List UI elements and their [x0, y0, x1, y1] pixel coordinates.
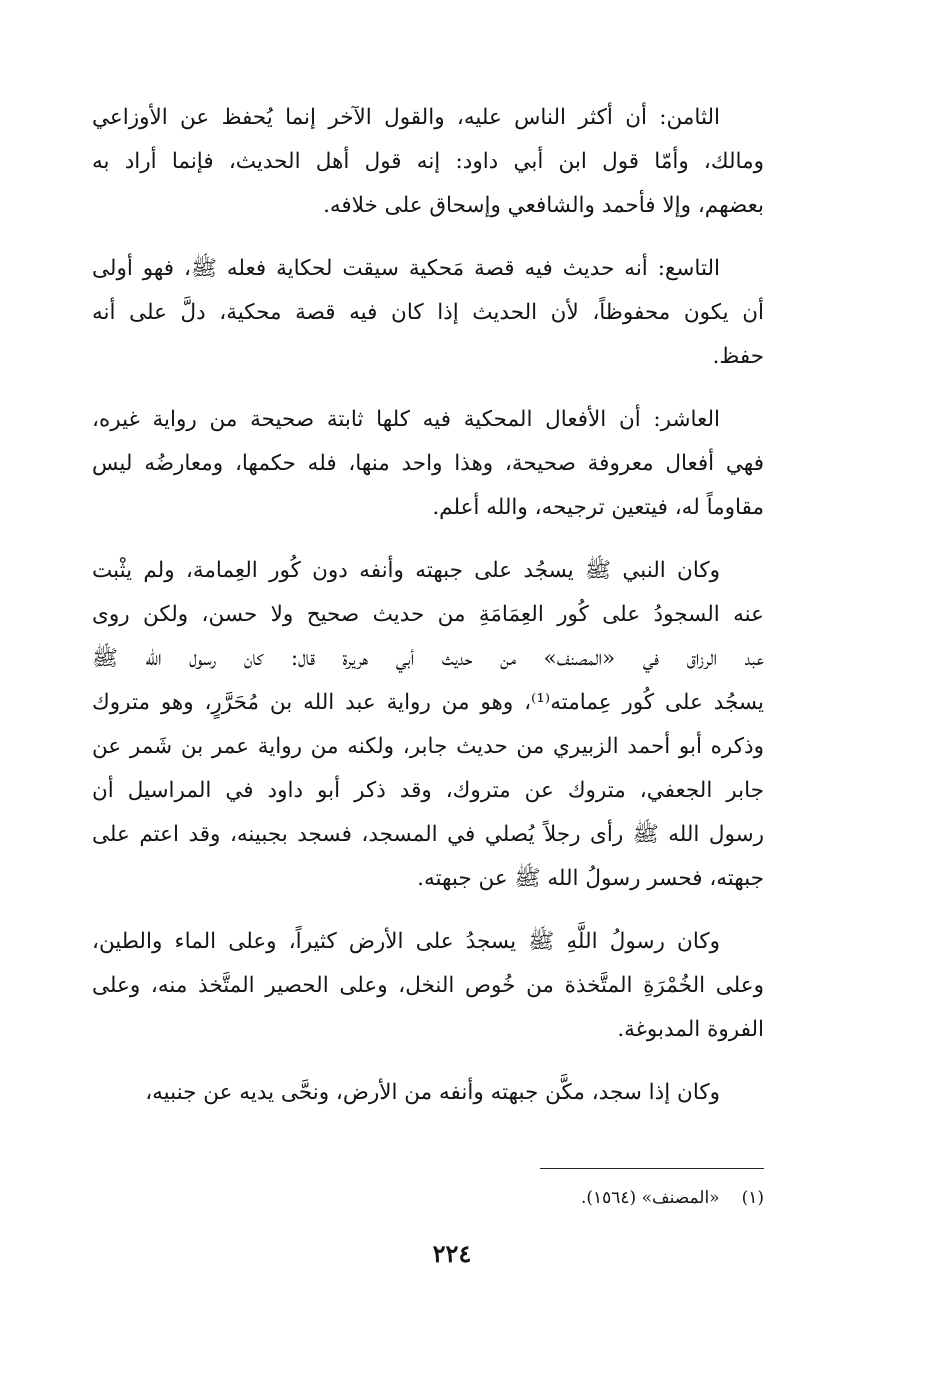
- page-number: ٢٢٤: [432, 1239, 472, 1268]
- paragraph-ninth: [92, 247, 764, 379]
- text-line: الفروة المدبوغة.: [617, 1017, 764, 1042]
- paragraph-eighth: [92, 96, 764, 228]
- text-line: رسول الله ﷺ رأى رجلاً يُصلي في المسجد، فسجد بجبينه، وقد اعتم على: [92, 822, 764, 847]
- paragraph-prostration-surfaces: [92, 920, 764, 1052]
- footnote-text: «المصنف» (١٥٦٤).: [580, 1188, 720, 1208]
- text-line: وكان رسولُ اللَّهِ ﷺ يسجدُ على الأرض كثيراً، وعلى الماء والطين،: [92, 929, 720, 954]
- text-line: الثامن: أن أكثر الناس عليه، والقول الآخر إنما يُحفظ عن الأوزاعي: [92, 105, 720, 130]
- footnote-separator: [540, 1168, 764, 1169]
- footnote-number: (١): [741, 1188, 764, 1208]
- text-line: عنه السجودُ على كُور العِمَامَةِ من حديث صحيح ولا حسن، ولكن روى: [92, 602, 764, 627]
- footnote: [300, 1183, 764, 1213]
- text-line: التاسع: أنه حديث فيه قصة مَحكية سيقت لحكاية فعله ﷺ، فهو أولى: [92, 256, 720, 281]
- text-line: جبهته، فحسر رسولُ الله ﷺ عن جبهته.: [417, 866, 764, 891]
- text-line: وكان إذا سجد، مكَّن جبهته وأنفه من الأرض، ونحَّى يديه عن جنبيه،: [145, 1080, 720, 1105]
- text-line: بعضهم، وإلا فأحمد والشافعي وإسحاق على خلافه.: [323, 193, 764, 218]
- text-line: وعلى الخُمْرَةِ المتَّخذة من خُوص النخل، وعلى الحصير المتَّخذ منه، وعلى: [92, 973, 764, 998]
- text-line: عبد الرزاق في «المصنف» من حديث أبي هريرة قال: كان رسول الله ﷺ: [92, 646, 764, 671]
- text-line: حفظ.: [712, 344, 764, 369]
- paragraph-prostration-posture: [92, 1071, 764, 1115]
- text-line: وكان النبي ﷺ يسجُد على جبهته وأنفه دون كُور العِمامة، ولم يثْبت: [92, 558, 720, 583]
- text-line: فهي أفعال معروفة صحيحة، وهذا واحد منها، فله حكمها، ومعارضُه ليس: [92, 451, 764, 476]
- text-line: أن يكون محفوظاً، لأن الحديث إذا كان فيه قصة محكية، دلَّ على أنه: [92, 300, 764, 325]
- text-line: مقاوماً له، فيتعين ترجيحه، والله أعلم.: [432, 495, 764, 520]
- paragraph-turban-prostration: [92, 549, 764, 901]
- paragraph-tenth: [92, 398, 764, 530]
- page-body: [92, 96, 764, 1134]
- text-line: العاشر: أن الأفعال المحكية فيه كلها ثابتة صحيحة من رواية غيره،: [92, 407, 720, 432]
- text-line: ومالك، وأمّا قول ابن أبي داود: إنه قول أهل الحديث، فإنما أراد به: [92, 149, 764, 174]
- text-line: وذكره أبو أحمد الزبيري من حديث جابر، ولكنه من رواية عمر بن شَمر عن: [92, 734, 764, 759]
- text-line: جابر الجعفي، متروك عن متروك، وقد ذكر أبو داود في المراسيل أن: [92, 778, 764, 803]
- text-line: يسجُد على كُور عِمامته⁽¹⁾، وهو من رواية عبد الله بن مُحَرَّرٍ، وهو متروك: [92, 690, 764, 715]
